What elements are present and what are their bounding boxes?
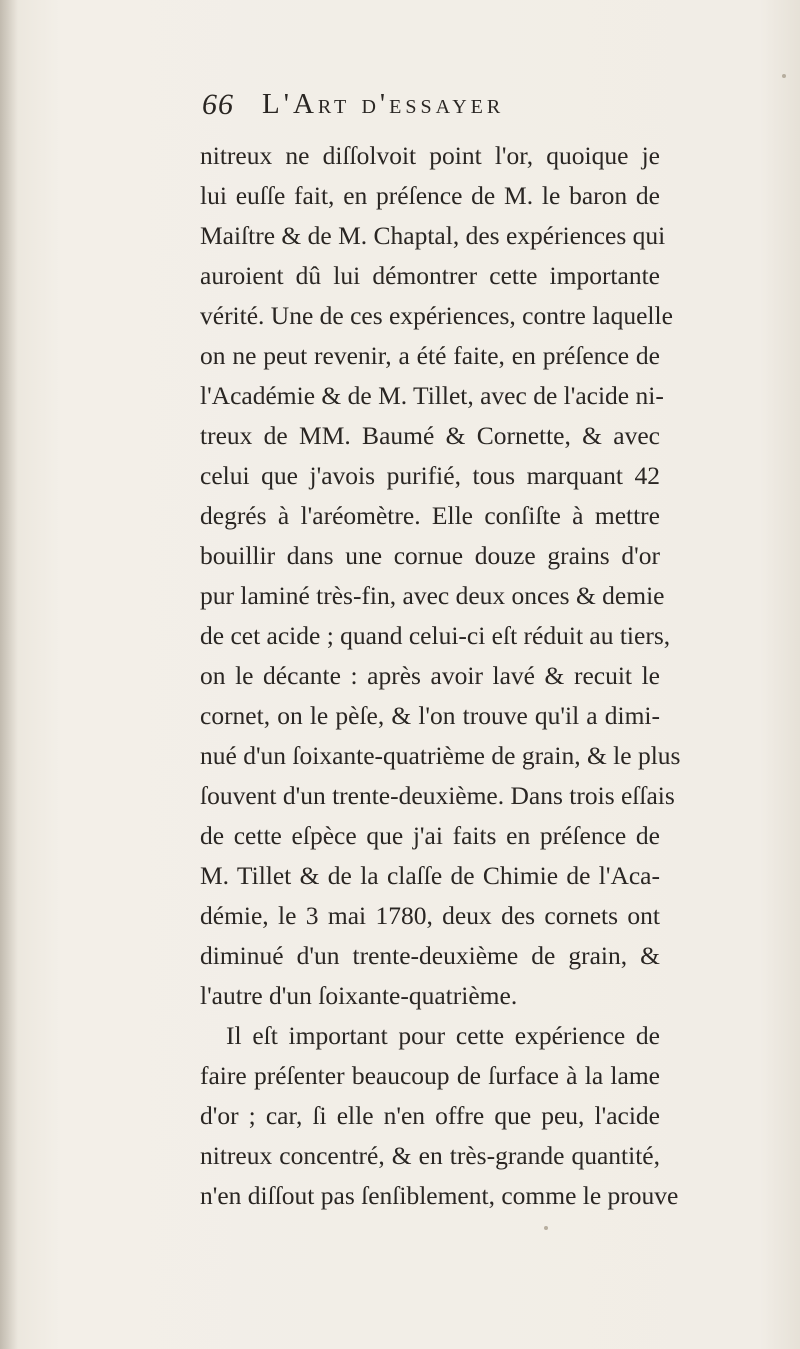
text-line: lui euſſe fait, en préſence de M. le baron de (200, 181, 660, 210)
text-line: on le décante : après avoir lavé & recuit le (200, 661, 660, 690)
text-line: cornet, on le pèſe, & l'on trouve qu'il a dimi- (200, 701, 660, 730)
text-line: faire préſenter beaucoup de ſurface à la lame (200, 1061, 660, 1090)
text-line: auroient dû lui démontrer cette importante (200, 261, 660, 290)
paragraph-start-line: Il eſt important pour cette expérience de (226, 1021, 660, 1050)
text-line: ſouvent d'un trente-deuxième. Dans trois eſſais (200, 781, 675, 810)
text-line: de cette eſpèce que j'ai faits en préſence de (200, 821, 660, 850)
paper-speck (544, 1226, 548, 1230)
binding-shadow (0, 0, 18, 1349)
text-line: pur laminé très-fin, avec deux onces & demie (200, 581, 665, 610)
paper-speck (782, 74, 786, 78)
text-line: M. Tillet & de la claſſe de Chimie de l'Aca- (200, 861, 660, 890)
text-line: degrés à l'aréomètre. Elle conſiſte à mettre (200, 501, 660, 530)
page-number: 66 (202, 88, 234, 121)
text-line: nué d'un ſoixante-quatrième de grain, & le plus (200, 741, 681, 770)
text-line: on ne peut revenir, a été faite, en préſence de (200, 341, 660, 370)
paragraph-end-line: l'autre d'un ſoixante-quatrième. (200, 981, 518, 1010)
text-line: d'or ; car, ſi elle n'en offre que peu, l'acide (200, 1101, 660, 1130)
text-line: nitreux ne diſſolvoit point l'or, quoique je (200, 141, 660, 170)
body-text (200, 136, 681, 1216)
text-line: celui que j'avois purifié, tous marquant 42 (200, 461, 660, 490)
text-line: vérité. Une de ces expériences, contre laquelle (200, 301, 673, 330)
text-line: Maiſtre & de M. Chaptal, des expériences qui (200, 221, 666, 250)
text-line: l'Académie & de M. Tillet, avec de l'acide ni- (200, 381, 664, 410)
text-line: de cet acide ; quand celui-ci eſt réduit au tiers, (200, 621, 671, 650)
text-line: n'en diſſout pas ſenſiblement, comme le prouve (200, 1181, 679, 1210)
text-line: nitreux concentré, & en très-grande quantité, (200, 1141, 660, 1170)
text-line: démie, le 3 mai 1780, deux des cornets ont (200, 901, 660, 930)
page-header (200, 84, 660, 130)
text-line: treux de MM. Baumé & Cornette, & avec (200, 421, 660, 450)
text-line: diminué d'un trente-deuxième de grain, & (200, 941, 660, 970)
text-line: bouillir dans une cornue douze grains d'or (200, 541, 660, 570)
running-title: L'Art d'essayer (262, 88, 505, 120)
